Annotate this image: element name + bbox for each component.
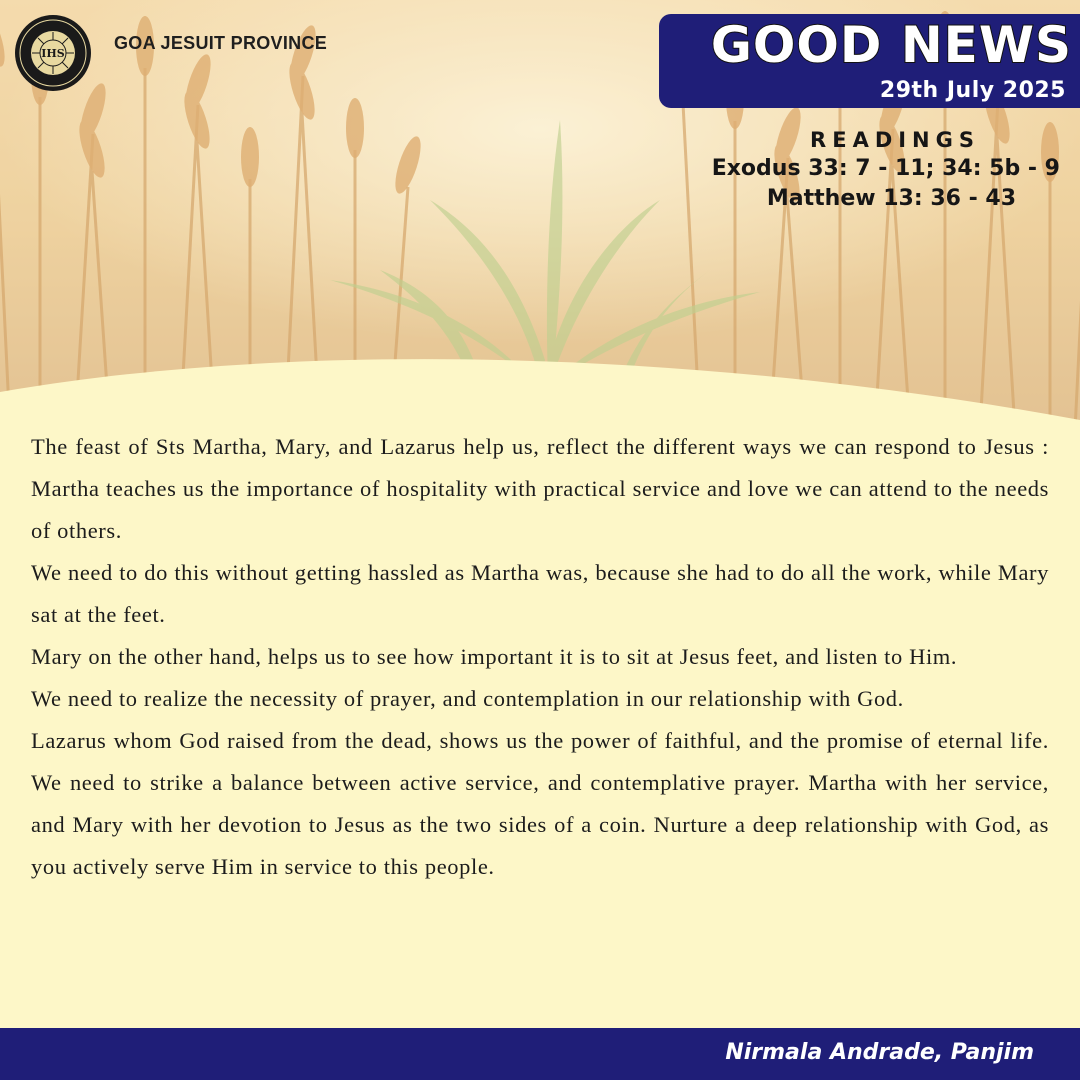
reflection-paragraph: Mary on the other hand, helps us to see how important it is to sit at Jesus feet, and listen to Him. — [31, 644, 958, 669]
readings-heading: READINGS — [810, 128, 980, 152]
reflection-text — [31, 426, 1049, 888]
title-banner — [659, 14, 1080, 108]
reflection-paragraph: We need to do this without getting hassled as Martha was, because she had to do all the work, while Mary sat at the feet. — [31, 560, 1049, 627]
page-title: GOOD NEWS — [710, 16, 1072, 74]
author-credit: Nirmala Andrade, Panjim — [725, 1040, 1034, 1065]
jesuit-ihs-seal-icon — [14, 14, 92, 92]
organization-name: GOA JESUIT PROVINCE — [114, 33, 328, 53]
reading-gospel: Matthew 13: 36 - 43 — [766, 186, 1016, 211]
readings-block — [640, 126, 1060, 214]
svg-text:IHS: IHS — [41, 47, 65, 60]
reflection-paragraph: Lazarus whom God raised from the dead, shows us the power of faithful, and the promise of eternal life. We need to strike a balance between active service, and contemplative prayer. Martha with her service, and Mary with her devotion to Jesus as the two sides of a coin. Nurture a deep relationship with God, as you actively serve Him in service to this people. — [31, 728, 1049, 879]
reflection-paragraph: We need to realize the necessity of prayer, and contemplation in our relationship with God. — [31, 686, 904, 711]
reflection-paragraph: The feast of Sts Martha, Mary, and Lazarus help us, reflect the different ways we can respond to Jesus : Martha teaches us the importance of hospitality with practical service and love we can attend to the needs of others. — [31, 434, 1049, 543]
reading-first: Exodus 33: 7 - 11; 34: 5b - 9 — [711, 156, 1060, 181]
footer-bar — [0, 1028, 1080, 1080]
date-label: 29th July 2025 — [879, 78, 1066, 103]
